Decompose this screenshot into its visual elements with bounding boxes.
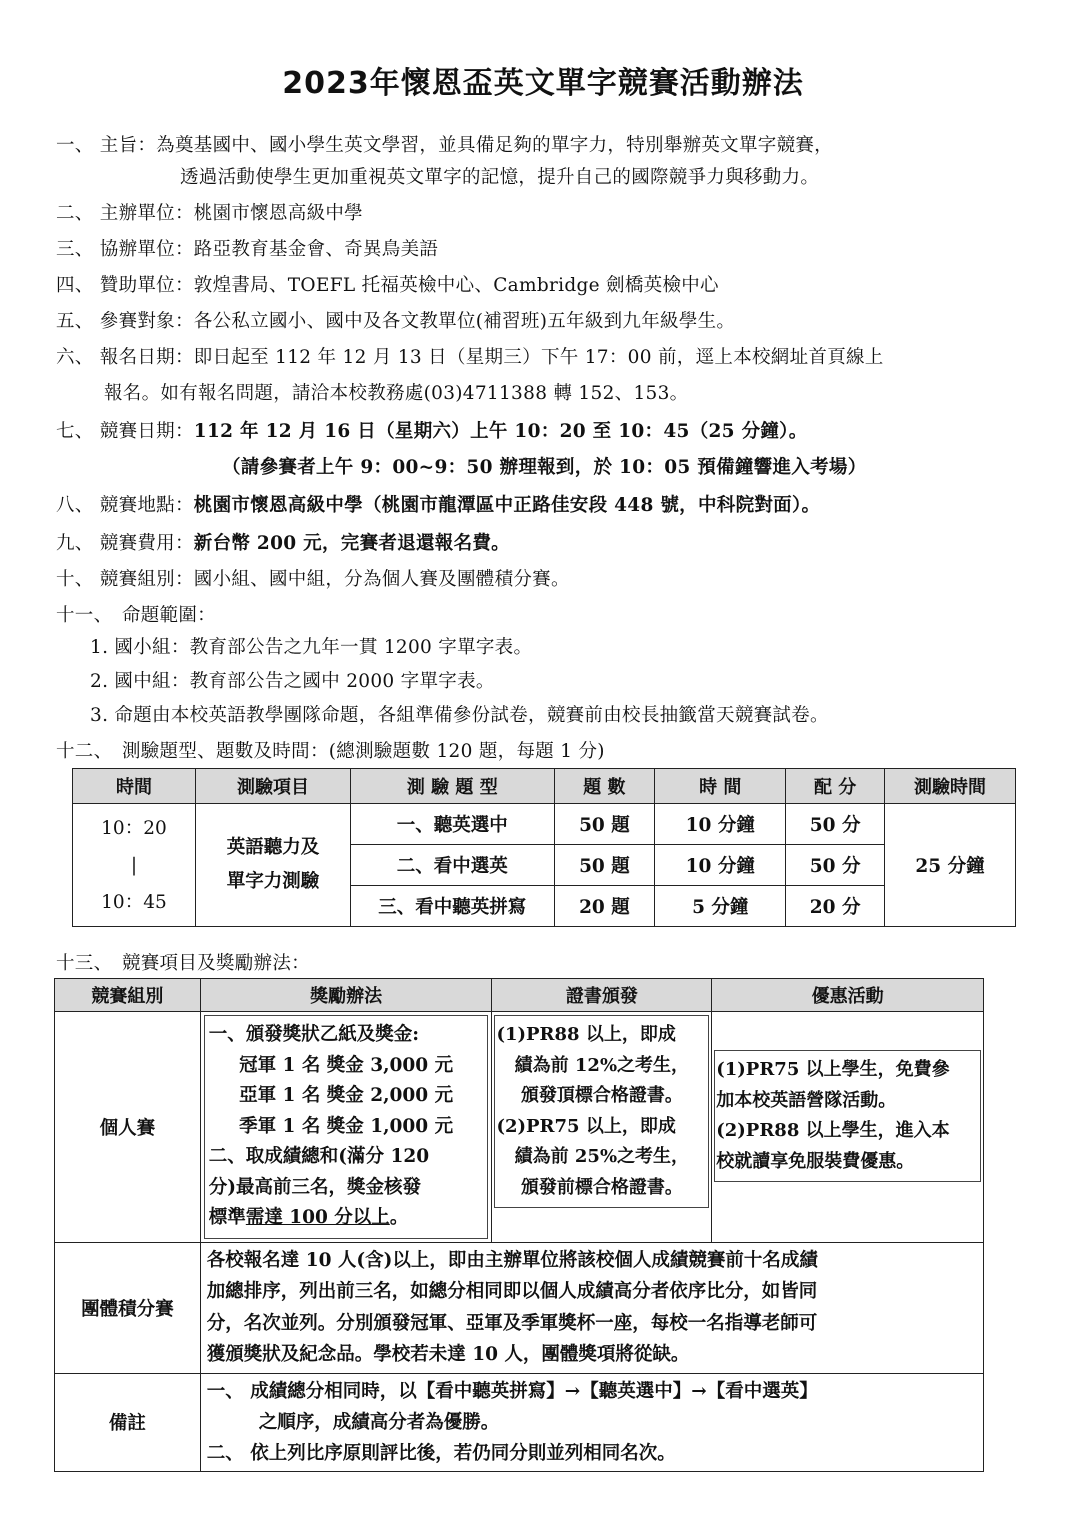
item-11-1: 1. 國小組：教育部公告之九年一貫 1200 字單字表。 <box>90 637 533 658</box>
cert-line: 頒發前標合格證書。 <box>520 1176 683 1198</box>
header-cell: 測驗項目 <box>195 769 350 804</box>
cert-line: 績為前 25%之考生， <box>514 1146 690 1167</box>
header-cell: 測驗時間 <box>884 769 1015 804</box>
reward-line: 季軍 1 名 獎金 1,000 元 <box>239 1115 454 1137</box>
cert-line: 績為前 12%之考生， <box>514 1054 690 1076</box>
item-6-registration: 六、 報名日期：即日起至 112 年 12 月 13 日（星期三）下午 17：00 前，逕上本校網址首頁線上 <box>56 347 884 368</box>
item-7-value: 112 年 12 月 16 日（星期六）上午 10：20 至 10：45（25 分鐘）。 <box>193 421 808 442</box>
total-time-cell: 25 分鐘 <box>884 804 1015 927</box>
item-9-label: 九、 競賽費用： <box>56 533 194 554</box>
reward-last-post: 。 <box>389 1207 409 1228</box>
header-cell: 競賽組別 <box>55 979 201 1012</box>
test-item-line-2: 單字力測驗 <box>226 871 320 892</box>
score-cell: 50 分 <box>786 804 885 845</box>
reward-line: 冠軍 1 名 獎金 3,000 元 <box>239 1054 454 1076</box>
header-cell: 時間 <box>73 769 196 804</box>
item-11-scope: 十一、 命題範圍： <box>56 605 216 626</box>
item-9-fee <box>56 532 510 556</box>
team-line: 獲頒獎狀及紀念品。學校若未達 10 人，團體獎項將從缺。 <box>206 1344 690 1365</box>
header-cell: 優惠活動 <box>712 979 984 1012</box>
item-2-organizer: 二、 主辦單位：桃園市懷恩高級中學 <box>56 203 363 224</box>
team-description <box>200 1242 983 1373</box>
page-title: 2023年懷恩盃英文單字競賽活動辦法 <box>282 66 804 101</box>
notes-description <box>200 1373 983 1471</box>
count-cell: 20 題 <box>554 886 655 927</box>
promo-line: (2)PR88 以上學生，進入本 <box>716 1120 950 1141</box>
header-cell: 獎勵辦法 <box>200 979 492 1012</box>
team-line: 加總排序，列出前三名，如總分相同即以個人成績高分者依序比分，如皆同 <box>206 1281 818 1302</box>
individual-cert-box <box>494 1015 709 1208</box>
individual-reward-cell <box>200 1012 492 1243</box>
table-header-row <box>55 979 984 1012</box>
note-line: 一、 成績總分相同時，以【看中聽英拼寫】→【聽英選中】→【看中選英】 <box>206 1380 818 1402</box>
test-format-table <box>72 768 1016 927</box>
item-1-purpose-cont: 透過活動使學生更加重視英文單字的記憶，提升自己的國際競爭力與移動力。 <box>180 167 820 188</box>
item-4-sponsor: 四、 贊助單位：敦煌書局、TOEFL 托福英檢中心、Cambridge 劍橋英檢中心 <box>56 275 719 296</box>
header-cell: 題 數 <box>554 769 655 804</box>
header-cell: 證書頒發 <box>492 979 712 1012</box>
reward-last-underlined: 需達 100 分以上 <box>245 1207 390 1228</box>
item-12-format: 十二、 測驗題型、題數及時間：(總測驗題數 120 題，每題 1 分) <box>56 741 605 762</box>
team-label: 團體積分賽 <box>55 1242 201 1373</box>
notes-label: 備註 <box>55 1373 201 1471</box>
count-cell: 50 題 <box>554 845 655 886</box>
time-separator: | <box>130 854 138 876</box>
header-cell: 測 驗 題 型 <box>351 769 555 804</box>
reward-line: 二、取成績總和(滿分 120 <box>208 1146 430 1167</box>
item-7-date <box>56 420 808 444</box>
item-9-value: 新台幣 200 元，完賽者退還報名費。 <box>193 533 510 554</box>
score-cell: 20 分 <box>786 886 885 927</box>
individual-label: 個人賽 <box>55 1012 201 1243</box>
reward-line: 分)最高前三名，獎金核發 <box>208 1176 422 1198</box>
cert-line: (1)PR88 以上，即成 <box>496 1024 676 1045</box>
time-range-cell <box>73 804 196 927</box>
type-cell: 二、看中選英 <box>351 845 555 886</box>
team-line: 各校報名達 10 人(含)以上，即由主辦單位將該校個人成績競賽前十名成績 <box>206 1249 818 1271</box>
time-cell: 10 分鐘 <box>655 804 786 845</box>
reward-line-last <box>209 1203 484 1234</box>
note-line: 二、 依上列比序原則評比後，若仍同分則並列相同名次。 <box>206 1442 676 1464</box>
item-8-value: 桃園市懷恩高級中學（桃園市龍潭區中正路佳安段 448 號，中科院對面）。 <box>193 495 821 516</box>
promo-line: (1)PR75 以上學生，免費參 <box>716 1059 950 1080</box>
reward-line: 亞軍 1 名 獎金 2,000 元 <box>239 1085 454 1106</box>
individual-promo-box <box>714 1050 981 1182</box>
time-cell: 5 分鐘 <box>655 886 786 927</box>
item-8-location <box>56 494 820 518</box>
cert-line: (2)PR75 以上，即成 <box>496 1115 676 1137</box>
table-row-individual <box>55 1012 984 1243</box>
item-13-rewards: 十三、 競賽項目及獎勵辦法： <box>56 953 310 974</box>
cert-line: 頒發頂標合格證書。 <box>520 1085 683 1106</box>
time-end: 10：45 <box>101 891 167 913</box>
table-header-row <box>73 769 1016 804</box>
individual-reward-box <box>204 1015 489 1239</box>
item-3-co-organizer: 三、 協辦單位：路亞教育基金會、奇異鳥美語 <box>56 239 439 260</box>
team-line: 分，名次並列。分別頒發冠軍、亞軍及季軍獎杯一座，每校一名指導老師可 <box>206 1312 818 1334</box>
item-5-participants: 五、 參賽對象：各公私立國小、國中及各文教單位(補習班)五年級到九年級學生。 <box>56 311 736 332</box>
reward-last-pre: 標準 <box>208 1207 246 1228</box>
table-row <box>73 804 1016 845</box>
note-line: 之順序，成績高分者為優勝。 <box>258 1411 500 1433</box>
test-item-line-1: 英語聽力及 <box>226 837 320 858</box>
item-7-note: （請參賽者上午 9：00~9：50 辦理報到，於 10：05 預備鐘響進入考場） <box>222 457 867 478</box>
time-start: 10：20 <box>101 817 167 839</box>
individual-promo-cell <box>712 1012 984 1243</box>
type-cell: 一、聽英選中 <box>351 804 555 845</box>
item-10-groups: 十、 競賽組別：國小組、國中組，分為個人賽及團體積分賽。 <box>56 569 570 590</box>
item-11-3: 3. 命題由本校英語教學團隊命題，各組準備參份試卷，競賽前由校長抽籤當天競賽試卷。 <box>90 705 829 726</box>
header-cell: 時 間 <box>655 769 786 804</box>
header-cell: 配 分 <box>786 769 885 804</box>
individual-cert-cell <box>492 1012 712 1243</box>
item-7-label: 七、 競賽日期： <box>56 421 194 442</box>
test-item-cell <box>195 804 350 927</box>
reward-line: 一、頒發獎狀乙紙及獎金: <box>208 1024 420 1045</box>
promo-line: 加本校英語營隊活動。 <box>716 1089 897 1111</box>
item-11-2: 2. 國中組：教育部公告之國中 2000 字單字表。 <box>90 671 495 692</box>
item-1-purpose: 一、 主旨：為奠基國中、國小學生英文學習，並具備足夠的單字力，特別舉辦英文單字競賽， <box>56 135 833 156</box>
time-cell: 10 分鐘 <box>655 845 786 886</box>
item-8-label: 八、 競賽地點： <box>56 495 194 516</box>
table-row-team <box>55 1242 984 1373</box>
item-6-registration-cont: 報名。如有報名問題，請洽本校教務處(03)4711388 轉 152、153。 <box>104 383 689 404</box>
promo-line: 校就讀享免服裝費優惠。 <box>716 1150 915 1172</box>
type-cell: 三、看中聽英拼寫 <box>351 886 555 927</box>
count-cell: 50 題 <box>554 804 655 845</box>
score-cell: 50 分 <box>786 845 885 886</box>
table-row-notes <box>55 1373 984 1471</box>
rewards-table <box>54 978 984 1472</box>
